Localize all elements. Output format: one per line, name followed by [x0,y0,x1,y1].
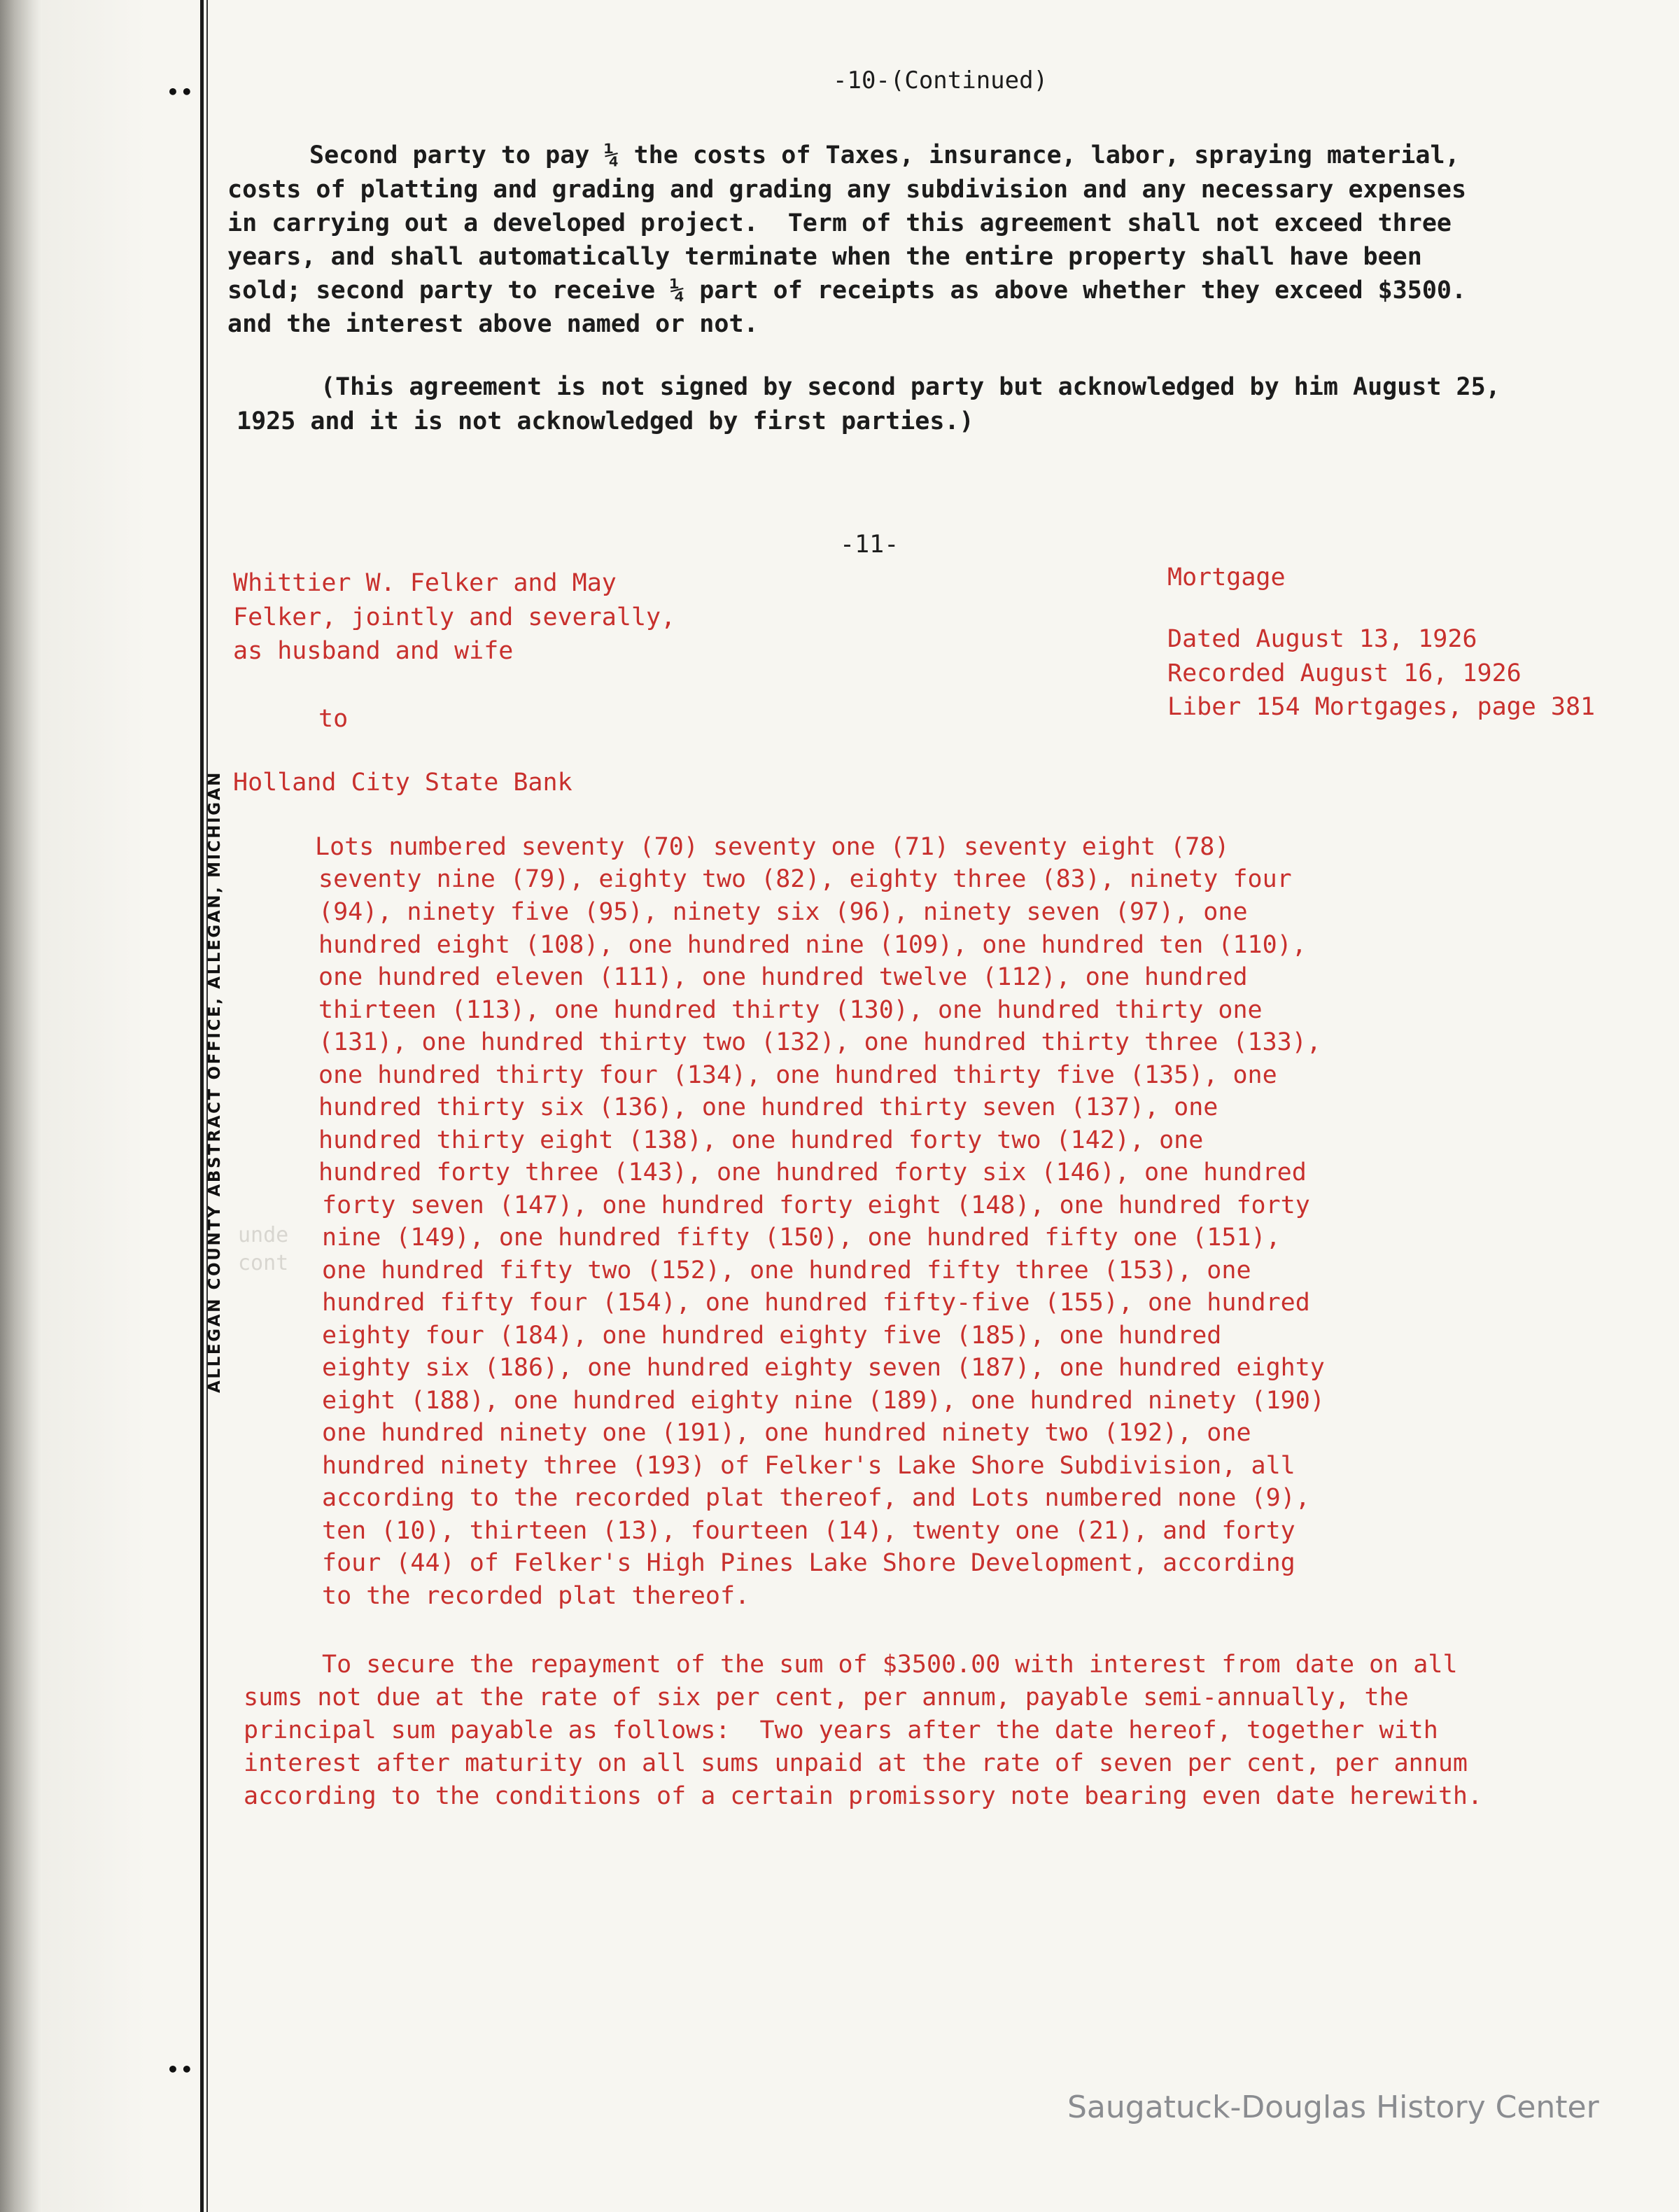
instrument-liber: Liber 154 Mortgages, page 381 [1167,693,1596,721]
history-center-watermark: Saugatuck-Douglas History Center [1067,2090,1599,2125]
grantor-line: as husband and wife [233,637,514,665]
description-line: forty seven (147), one hundred forty eight (148), one hundred forty [322,1191,1310,1219]
description-line: hundred eight (108), one hundred nine (109), one hundred ten (110), [318,931,1307,959]
description-line: one hundred thirty four (134), one hundred thirty five (135), one [318,1061,1277,1089]
text-line: years, and shall automatically terminate when the entire property shall have been [227,243,1422,271]
description-line: according to the recorded plat thereof, and Lots numbered none (9), [322,1484,1310,1512]
description-line: hundred forty three (143), one hundred forty six (146), one hundred [318,1158,1307,1186]
text-line: 1925 and it is not acknowledged by first parties.) [237,407,974,435]
grantee-name: Holland City State Bank [233,769,572,797]
description-line: thirteen (113), one hundred thirty (130), one hundred thirty one [318,996,1263,1024]
description-line: hundred thirty eight (138), one hundred forty two (142), one [318,1126,1204,1154]
description-line: to the recorded plat thereof. [322,1582,750,1610]
description-line: Lots numbered seventy (70) seventy one (71) seventy eight (78) [315,833,1230,861]
description-line: eighty four (184), one hundred eighty five (185), one hundred [322,1322,1222,1350]
bleed-through-text: unde cont [238,1223,289,1275]
description-line: one hundred fifty two (152), one hundred fifty three (153), one [322,1256,1251,1284]
terms-line: interest after maturity on all sums unpaid at the rate of seven per cent, per annum [244,1749,1468,1777]
text-line: (This agreement is not signed by second party but acknowledged by him August 25, [321,373,1501,401]
description-line: one hundred eleven (111), one hundred twelve (112), one hundred [318,963,1248,991]
margin-vertical-label: ALLEGAN COUNTY ABSTRACT OFFICE, ALLEGAN, MICHIGAN [206,771,224,1393]
margin-dots-bottom: •• [167,2058,195,2081]
text-line: in carrying out a developed project. Term of this agreement shall not exceed three [227,209,1452,237]
description-line: eight (188), one hundred eighty nine (189), one hundred ninety (190) [322,1387,1325,1415]
margin-rule-thick [200,0,204,2212]
text-line: sold; second party to receive ¼ part of receipts as above whether they exceed $3500. [227,276,1467,304]
description-line: seventy nine (79), eighty two (82), eighty three (83), ninety four [318,865,1292,893]
terms-line: sums not due at the rate of six per cent, per annum, payable semi-annually, the [244,1684,1409,1712]
margin-dots-top: •• [167,80,195,104]
text-line: costs of platting and grading and grading any subdivision and any necessary expenses [227,176,1467,204]
description-line: hundred thirty six (136), one hundred thirty seven (137), one [318,1093,1218,1121]
terms-line: principal sum payable as follows: Two years after the date hereof, together with [244,1716,1438,1744]
text-line: and the interest above named or not. [227,310,759,338]
terms-line: according to the conditions of a certain promissory note bearing even date herewith. [244,1782,1483,1810]
grantor-line: Felker, jointly and severally, [233,603,676,631]
description-line: one hundred ninety one (191), one hundred ninety two (192), one [322,1419,1251,1447]
to-label: to [318,705,349,733]
instrument-recorded: Recorded August 16, 1926 [1167,659,1522,687]
section11-number: -11- [840,531,899,559]
text-line: Second party to pay ¼ the costs of Taxes, insurance, labor, spraying material, [309,141,1460,169]
description-line: ten (10), thirteen (13), fourteen (14), twenty one (21), and forty [322,1517,1295,1545]
description-line: hundred fifty four (154), one hundred fifty-five (155), one hundred [322,1289,1310,1317]
description-line: (94), ninety five (95), ninety six (96), ninety seven (97), one [318,898,1248,926]
description-line: nine (149), one hundred fifty (150), one hundred fifty one (151), [322,1224,1281,1252]
description-line: four (44) of Felker's High Pines Lake Shore Development, according [322,1549,1295,1577]
instrument-type: Mortgage [1167,564,1286,592]
page-fold-highlight [42,0,147,2212]
instrument-dated: Dated August 13, 1926 [1167,625,1477,653]
page-fold-shadow [0,0,42,2212]
page-header: -10-(Continued) [833,66,1048,94]
description-line: (131), one hundred thirty two (132), one hundred thirty three (133), [318,1028,1321,1056]
description-line: eighty six (186), one hundred eighty seven (187), one hundred eighty [322,1354,1325,1382]
description-line: hundred ninety three (193) of Felker's Lake Shore Subdivision, all [322,1452,1295,1480]
terms-line: To secure the repayment of the sum of $3500.00 with interest from date on all [322,1651,1458,1679]
grantor-line: Whittier W. Felker and May [233,569,617,597]
